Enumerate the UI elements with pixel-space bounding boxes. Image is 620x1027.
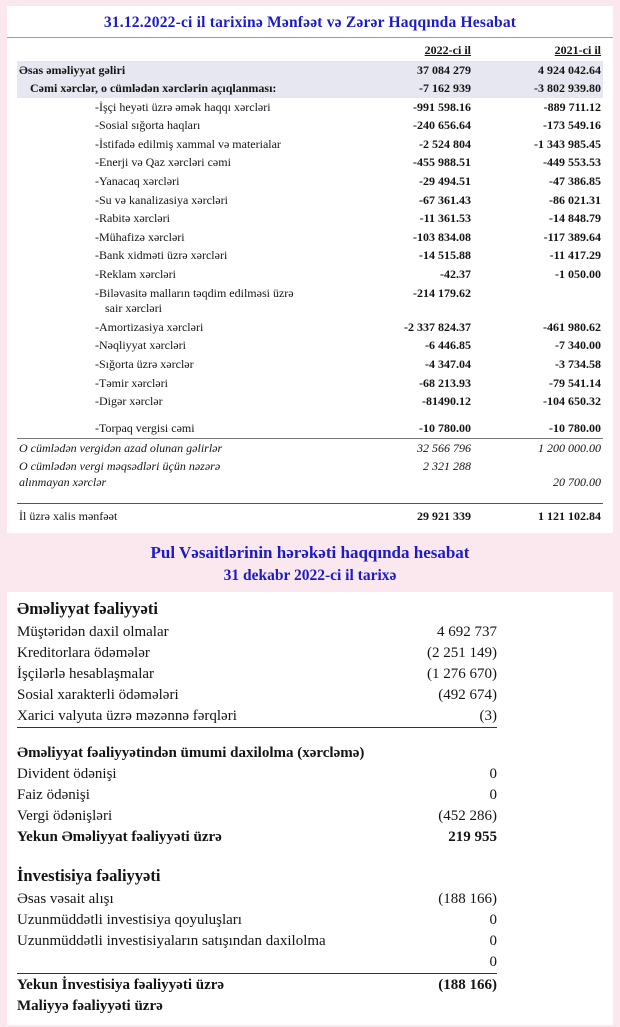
pnl-value-2021: -889 711.12 xyxy=(543,99,601,114)
pnl-value-2021: 4 924 042.64 xyxy=(473,61,603,80)
pnl-row xyxy=(17,284,603,318)
pnl-row xyxy=(17,318,603,337)
pnl-value-2022: -29 494.51 xyxy=(419,174,471,189)
pnl-value-2021: 1 200 000.00 xyxy=(473,439,603,458)
cashflow-section-heading: İnvestisiya fəaliyyəti xyxy=(17,865,161,885)
cashflow-row-value: 0 xyxy=(489,911,497,928)
pnl-value-2021: -117 389.64 xyxy=(543,229,601,244)
cashflow-row-value: (2 251 149) xyxy=(427,644,497,661)
cashflow-row-value: (452 286) xyxy=(438,807,497,824)
pnl-value-2021: -7 340.00 xyxy=(555,338,601,353)
pnl-value-2022: 2 321 288 xyxy=(423,459,471,474)
pnl-row xyxy=(17,135,603,154)
pnl-title: 31.12.2022-ci il tarixinə Mənfəət və Zərər Haqqında Hesabat xyxy=(103,14,517,31)
pnl-value-2022: -240 656.64 xyxy=(413,118,471,133)
pnl-row-label: -Amortizasiya xərcləri xyxy=(95,319,204,334)
pnl-row-label: -Yanacaq xərcləri xyxy=(95,174,180,189)
pnl-row-label: -Sığorta üzrə xərclər xyxy=(95,357,194,371)
pnl-value-2021: -449 553.53 xyxy=(543,155,601,170)
pnl-value-2022: -2 524 804 xyxy=(419,136,471,151)
cashflow-row-label: Divident ödənişi xyxy=(17,765,117,782)
cashflow-row-label: Uzunmüddətli investisiyaların satışından daxilolma xyxy=(17,932,326,949)
pnl-row-label: -Biləvasitə malların təqdim edilməsi üzrə sair xərcləri xyxy=(95,285,294,316)
cashflow-row-value: (1 276 670) xyxy=(427,665,497,682)
pnl-value-2021: -3 802 939.80 xyxy=(473,80,603,99)
pnl-value-2022: -42.37 xyxy=(440,267,471,282)
cashflow-row-label: Əsas vəsait alışı xyxy=(17,890,114,907)
cashflow-row-value: 4 692 737 xyxy=(437,623,497,640)
pnl-row-label: -İstifadə edilmiş xammal və materialar xyxy=(95,136,281,151)
cashflow-row-label: Maliyyə fəaliyyəti üzrə xyxy=(17,997,163,1014)
pnl-row xyxy=(17,210,603,229)
cashflow-row xyxy=(17,931,497,952)
pnl-row xyxy=(17,80,603,99)
cashflow-section-heading: Əməliyyat fəaliyyətindən ümumi daxilolma (xərcləmə) xyxy=(17,744,365,761)
pnl-value-2022: 32 566 796 xyxy=(361,439,473,458)
cashflow-row-value: 0 xyxy=(489,765,497,782)
pnl-value-2022: -6 446.85 xyxy=(425,338,471,353)
pnl-row-label: -İşçi heyəti üzrə əmək haqqı xərcləri xyxy=(95,99,271,114)
title-rule xyxy=(7,37,613,38)
pnl-row xyxy=(17,247,603,266)
pnl-row xyxy=(17,503,603,527)
pnl-row xyxy=(17,439,603,458)
pnl-value-2021: 1 121 102.84 xyxy=(473,503,603,527)
cashflow-statement xyxy=(7,592,613,1025)
cashflow-row xyxy=(17,664,497,685)
pnl-row xyxy=(17,411,603,439)
pnl-row-label: O cümlədən vergi məqsədləri üçün nəzərə alınmayan xərclər xyxy=(19,459,221,490)
cashflow-row-label: Kreditorlara ödəmələr xyxy=(17,644,150,661)
cashflow-row xyxy=(17,910,497,931)
cashflow-row-value: (188 166) xyxy=(438,976,497,993)
cashflow-row-label: Sosial xarakterli ödəmələri xyxy=(17,686,179,703)
pnl-row xyxy=(17,266,603,285)
pnl-value-2021: -461 980.62 xyxy=(543,319,601,334)
pnl-header-empty xyxy=(17,41,361,61)
pnl-value-2021: -14 848.79 xyxy=(549,211,601,226)
cashflow-row xyxy=(17,973,497,996)
pnl-row-label: Cəmi xərclər, o cümlədən xərclərin açıqlanması: xyxy=(17,80,361,99)
cashflow-row xyxy=(17,827,497,848)
pnl-row xyxy=(17,356,603,375)
pnl-row-label: -Reklam xərcləri xyxy=(95,267,176,282)
pnl-value-2022: -103 834.08 xyxy=(413,229,471,244)
pnl-value-2022: -7 162 939 xyxy=(361,80,473,99)
pnl-row-label: -Enerji və Qaz xərcləri cəmi xyxy=(95,155,231,170)
pnl-value-2022: 37 084 279 xyxy=(361,61,473,80)
pnl-header-2021: 2021-ci il xyxy=(554,43,601,57)
cashflow-row xyxy=(17,764,497,785)
pnl-value-2022: -10 780.00 xyxy=(419,421,471,436)
pnl-row xyxy=(17,173,603,192)
pnl-row-label: -Sosial sığorta haqları xyxy=(95,118,201,133)
pnl-value-2022: 29 921 339 xyxy=(361,503,473,527)
pnl-value-2022: -214 179.62 xyxy=(413,285,471,300)
pnl-value-2021: -47 386.85 xyxy=(549,174,601,189)
pnl-table-body xyxy=(17,61,603,527)
pnl-header-row xyxy=(17,41,603,61)
pnl-value-2021: -11 417.29 xyxy=(549,248,601,263)
cashflow-row xyxy=(17,996,497,1017)
pnl-row xyxy=(17,154,603,173)
pnl-table xyxy=(17,41,603,527)
cashflow-row-value: (3) xyxy=(479,707,497,724)
pnl-row xyxy=(17,117,603,136)
cashflow-row-label: Vergi ödənişləri xyxy=(17,807,113,824)
cashflow-row-value: 0 xyxy=(489,932,497,949)
pnl-row-label: -Su və kanalizasiya xərcləri xyxy=(95,192,228,207)
cashflow-row xyxy=(17,785,497,806)
cashflow-row-label: Uzunmüddətli investisiya qoyuluşları xyxy=(17,911,242,928)
cashflow-row xyxy=(17,706,497,728)
pnl-value-2021: -3 734.58 xyxy=(555,357,601,371)
pnl-row-label: -Mühafizə xərcləri xyxy=(95,229,185,244)
pnl-value-2022: -4 347.04 xyxy=(425,357,471,371)
pnl-value-2022: -991 598.16 xyxy=(413,99,471,114)
cashflow-row xyxy=(17,952,497,973)
pnl-value-2022: -14 515.88 xyxy=(419,248,471,263)
pnl-value-2022: -11 361.53 xyxy=(419,211,471,226)
cashflow-body xyxy=(17,596,603,1017)
pnl-row-label: -Nəqliyyat xərcləri xyxy=(95,338,186,353)
cashflow-titles xyxy=(7,533,613,592)
pnl-row-label: -Bank xidməti üzrə xərcləri xyxy=(95,248,228,263)
cashflow-row-label: Müştəridən daxil olmalar xyxy=(17,623,169,640)
pnl-header-2022: 2022-ci il xyxy=(424,43,471,57)
cashflow-gap xyxy=(17,848,603,863)
pnl-statement xyxy=(7,6,613,533)
cashflow-row-value: (492 674) xyxy=(438,686,497,703)
cashflow-row-value: 0 xyxy=(489,786,497,803)
pnl-value-2021: -86 021.31 xyxy=(549,192,601,207)
pnl-row-label: İl üzrə xalis mənfəət xyxy=(17,503,361,527)
pnl-row xyxy=(17,61,603,80)
cashflow-row-label: İşçilərlə hesablaşmalar xyxy=(17,665,155,682)
pnl-row xyxy=(17,191,603,210)
cashflow-row xyxy=(17,685,497,706)
cashflow-row-label: Yekun Əməliyyat fəaliyyəti üzrə xyxy=(17,828,222,845)
cashflow-row-value: (188 166) xyxy=(438,890,497,907)
cashflow-subtitle: 31 dekabr 2022-ci il tarixə xyxy=(223,566,397,584)
pnl-row-label: Əsas əməliyyat gəliri xyxy=(17,61,361,80)
cashflow-row xyxy=(17,889,497,910)
cashflow-row-value: 219 955 xyxy=(448,828,497,845)
cashflow-row xyxy=(17,806,497,827)
cashflow-row xyxy=(17,622,497,643)
pnl-value-2022: -68 213.93 xyxy=(419,375,471,390)
cashflow-row-value: 0 xyxy=(489,953,497,970)
pnl-value-2022: -2 337 824.37 xyxy=(404,319,471,334)
pnl-value-2021 xyxy=(473,284,603,318)
pnl-value-2021: -1 050.00 xyxy=(555,267,601,282)
pnl-row-label: O cümlədən vergidən azad olunan gəlirlər xyxy=(17,439,361,458)
pnl-row xyxy=(17,337,603,356)
cashflow-title: Pul Vəsaitlərinin hərəkəti haqqında hesabat xyxy=(150,543,470,563)
pnl-row xyxy=(17,458,603,503)
cashflow-row xyxy=(17,643,497,664)
pnl-row-label: -Təmir xərcləri xyxy=(95,375,168,390)
cashflow-section-heading: Əməliyyat fəaliyyəti xyxy=(17,598,158,618)
pnl-value-2022: -67 361.43 xyxy=(419,192,471,207)
cashflow-row-label: Xarici valyuta üzrə məzənnə fərqləri xyxy=(17,707,237,724)
pnl-row xyxy=(17,374,603,393)
pnl-value-2021: -104 650.32 xyxy=(543,394,601,409)
cashflow-gap xyxy=(17,728,603,743)
pnl-row xyxy=(17,228,603,247)
pnl-value-2021: -10 780.00 xyxy=(549,421,601,436)
pnl-row-label: -Digər xərclər xyxy=(95,394,163,409)
pnl-value-2021: -173 549.16 xyxy=(543,118,601,133)
pnl-value-2021: -1 343 985.45 xyxy=(534,136,601,151)
pnl-row xyxy=(17,98,603,117)
pnl-value-2022: -455 988.51 xyxy=(413,155,471,170)
pnl-row xyxy=(17,393,603,412)
pnl-row-label: -Torpaq vergisi cəmi xyxy=(95,421,195,436)
pnl-row-label: -Rabitə xərcləri xyxy=(95,211,170,226)
pnl-value-2021: 20 700.00 xyxy=(553,475,601,490)
pnl-value-2021: -79 541.14 xyxy=(549,375,601,390)
cashflow-row-label: Yekun İnvestisiya fəaliyyəti üzrə xyxy=(17,976,225,993)
cashflow-row-label: Faiz ödənişi xyxy=(17,786,90,803)
pnl-value-2022: -81490.12 xyxy=(422,394,471,409)
